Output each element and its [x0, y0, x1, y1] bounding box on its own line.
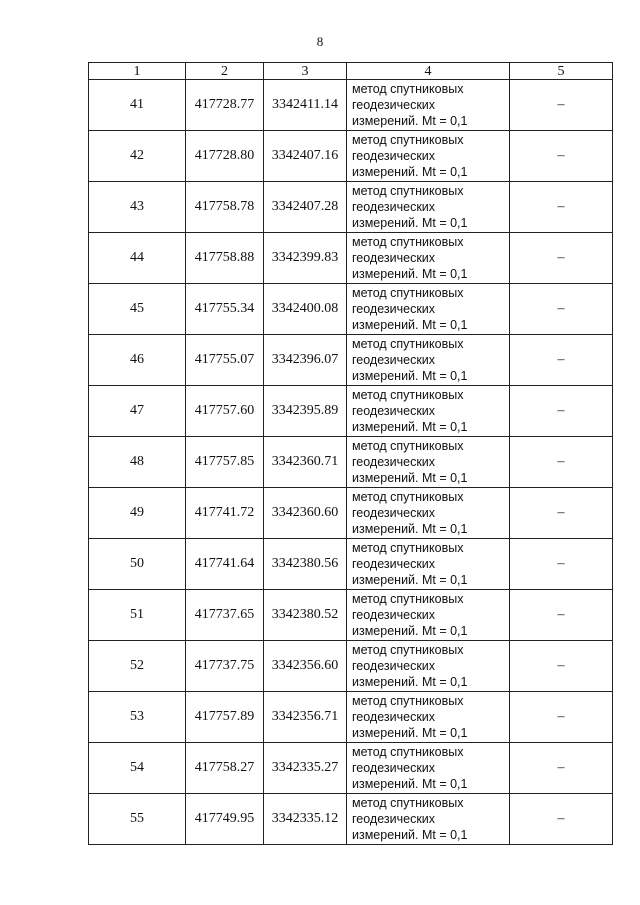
point-number-cell: 42: [89, 131, 186, 182]
y-coordinate-cell: 3342380.56: [264, 539, 347, 590]
point-number-cell: 44: [89, 233, 186, 284]
column-header: 5: [510, 63, 613, 80]
method-cell: [347, 539, 510, 590]
note-cell: –: [510, 80, 613, 131]
table-row: [89, 794, 613, 845]
x-coordinate-cell: 417749.95: [186, 794, 264, 845]
x-coordinate-cell: 417737.75: [186, 641, 264, 692]
method-line: измерений. Mt = 0,1: [352, 369, 468, 383]
method-line: измерений. Mt = 0,1: [352, 165, 468, 179]
method-line: метод спутниковых: [352, 235, 464, 249]
method-line: измерений. Mt = 0,1: [352, 471, 468, 485]
method-line: геодезических: [352, 404, 436, 418]
method-line: измерений. Mt = 0,1: [352, 624, 468, 638]
method-line: геодезических: [352, 455, 436, 469]
x-coordinate-cell: 417757.85: [186, 437, 264, 488]
column-header: 1: [89, 63, 186, 80]
point-number-cell: 50: [89, 539, 186, 590]
note-cell: –: [510, 743, 613, 794]
header-row: [89, 63, 613, 80]
y-coordinate-cell: 3342400.08: [264, 284, 347, 335]
method-line: метод спутниковых: [352, 82, 464, 96]
coordinates-table: [88, 62, 613, 845]
x-coordinate-cell: 417741.64: [186, 539, 264, 590]
table-row: [89, 539, 613, 590]
method-line: метод спутниковых: [352, 541, 464, 555]
y-coordinate-cell: 3342399.83: [264, 233, 347, 284]
table-body: [89, 80, 613, 845]
method-line: измерений. Mt = 0,1: [352, 777, 468, 791]
method-cell: [347, 386, 510, 437]
point-number-cell: 48: [89, 437, 186, 488]
note-cell: –: [510, 641, 613, 692]
x-coordinate-cell: 417755.34: [186, 284, 264, 335]
table-row: [89, 131, 613, 182]
note-cell: –: [510, 233, 613, 284]
table-row: [89, 641, 613, 692]
x-coordinate-cell: 417741.72: [186, 488, 264, 539]
column-header: 4: [347, 63, 510, 80]
table-row: [89, 590, 613, 641]
method-cell: [347, 437, 510, 488]
note-cell: –: [510, 386, 613, 437]
column-header: 3: [264, 63, 347, 80]
y-coordinate-cell: 3342380.52: [264, 590, 347, 641]
method-line: метод спутниковых: [352, 337, 464, 351]
y-coordinate-cell: 3342335.27: [264, 743, 347, 794]
point-number-cell: 41: [89, 80, 186, 131]
method-cell: [347, 641, 510, 692]
method-line: метод спутниковых: [352, 694, 464, 708]
method-cell: [347, 131, 510, 182]
method-line: геодезических: [352, 761, 436, 775]
table-row: [89, 284, 613, 335]
table-row: [89, 80, 613, 131]
x-coordinate-cell: 417757.60: [186, 386, 264, 437]
method-line: измерений. Mt = 0,1: [352, 114, 468, 128]
method-cell: [347, 284, 510, 335]
x-coordinate-cell: 417737.65: [186, 590, 264, 641]
y-coordinate-cell: 3342395.89: [264, 386, 347, 437]
y-coordinate-cell: 3342411.14: [264, 80, 347, 131]
point-number-cell: 51: [89, 590, 186, 641]
method-line: геодезических: [352, 251, 436, 265]
method-cell: [347, 794, 510, 845]
method-line: измерений. Mt = 0,1: [352, 318, 468, 332]
x-coordinate-cell: 417757.89: [186, 692, 264, 743]
point-number-cell: 54: [89, 743, 186, 794]
method-line: метод спутниковых: [352, 796, 464, 810]
note-cell: –: [510, 284, 613, 335]
y-coordinate-cell: 3342396.07: [264, 335, 347, 386]
table-row: [89, 182, 613, 233]
method-cell: [347, 335, 510, 386]
method-line: измерений. Mt = 0,1: [352, 828, 468, 842]
y-coordinate-cell: 3342356.71: [264, 692, 347, 743]
method-cell: [347, 692, 510, 743]
method-cell: [347, 80, 510, 131]
table-row: [89, 335, 613, 386]
table-row: [89, 233, 613, 284]
x-coordinate-cell: 417728.77: [186, 80, 264, 131]
method-line: геодезических: [352, 506, 436, 520]
note-cell: –: [510, 437, 613, 488]
y-coordinate-cell: 3342360.60: [264, 488, 347, 539]
method-line: геодезических: [352, 353, 436, 367]
table-header: [89, 63, 613, 80]
method-line: метод спутниковых: [352, 592, 464, 606]
page-number: 8: [316, 34, 324, 49]
method-line: геодезических: [352, 608, 436, 622]
y-coordinate-cell: 3342335.12: [264, 794, 347, 845]
table-row: [89, 743, 613, 794]
column-header: 2: [186, 63, 264, 80]
method-line: геодезических: [352, 200, 436, 214]
note-cell: –: [510, 488, 613, 539]
method-line: геодезических: [352, 557, 436, 571]
method-line: измерений. Mt = 0,1: [352, 726, 468, 740]
point-number-cell: 49: [89, 488, 186, 539]
method-line: метод спутниковых: [352, 133, 464, 147]
y-coordinate-cell: 3342360.71: [264, 437, 347, 488]
method-cell: [347, 590, 510, 641]
method-line: измерений. Mt = 0,1: [352, 675, 468, 689]
table-row: [89, 692, 613, 743]
note-cell: –: [510, 131, 613, 182]
point-number-cell: 45: [89, 284, 186, 335]
table-row: [89, 386, 613, 437]
method-line: измерений. Mt = 0,1: [352, 420, 468, 434]
method-line: метод спутниковых: [352, 439, 464, 453]
x-coordinate-cell: 417758.27: [186, 743, 264, 794]
method-line: геодезических: [352, 659, 436, 673]
note-cell: –: [510, 539, 613, 590]
method-line: измерений. Mt = 0,1: [352, 216, 468, 230]
table-row: [89, 437, 613, 488]
point-number-cell: 47: [89, 386, 186, 437]
method-cell: [347, 182, 510, 233]
x-coordinate-cell: 417755.07: [186, 335, 264, 386]
method-line: геодезических: [352, 98, 436, 112]
note-cell: –: [510, 590, 613, 641]
method-line: геодезических: [352, 710, 436, 724]
note-cell: –: [510, 692, 613, 743]
method-line: метод спутниковых: [352, 184, 464, 198]
method-line: метод спутниковых: [352, 745, 464, 759]
x-coordinate-cell: 417758.88: [186, 233, 264, 284]
note-cell: –: [510, 182, 613, 233]
method-cell: [347, 743, 510, 794]
method-cell: [347, 488, 510, 539]
y-coordinate-cell: 3342407.16: [264, 131, 347, 182]
x-coordinate-cell: 417728.80: [186, 131, 264, 182]
method-line: метод спутниковых: [352, 388, 464, 402]
method-line: геодезических: [352, 149, 436, 163]
method-line: метод спутниковых: [352, 490, 464, 504]
y-coordinate-cell: 3342356.60: [264, 641, 347, 692]
method-line: измерений. Mt = 0,1: [352, 522, 468, 536]
point-number-cell: 53: [89, 692, 186, 743]
note-cell: –: [510, 335, 613, 386]
method-line: измерений. Mt = 0,1: [352, 573, 468, 587]
method-line: геодезических: [352, 302, 436, 316]
table-row: [89, 488, 613, 539]
method-line: геодезических: [352, 812, 436, 826]
method-line: метод спутниковых: [352, 286, 464, 300]
point-number-cell: 52: [89, 641, 186, 692]
method-cell: [347, 233, 510, 284]
method-line: измерений. Mt = 0,1: [352, 267, 468, 281]
point-number-cell: 46: [89, 335, 186, 386]
point-number-cell: 55: [89, 794, 186, 845]
method-line: метод спутниковых: [352, 643, 464, 657]
point-number-cell: 43: [89, 182, 186, 233]
x-coordinate-cell: 417758.78: [186, 182, 264, 233]
note-cell: –: [510, 794, 613, 845]
y-coordinate-cell: 3342407.28: [264, 182, 347, 233]
